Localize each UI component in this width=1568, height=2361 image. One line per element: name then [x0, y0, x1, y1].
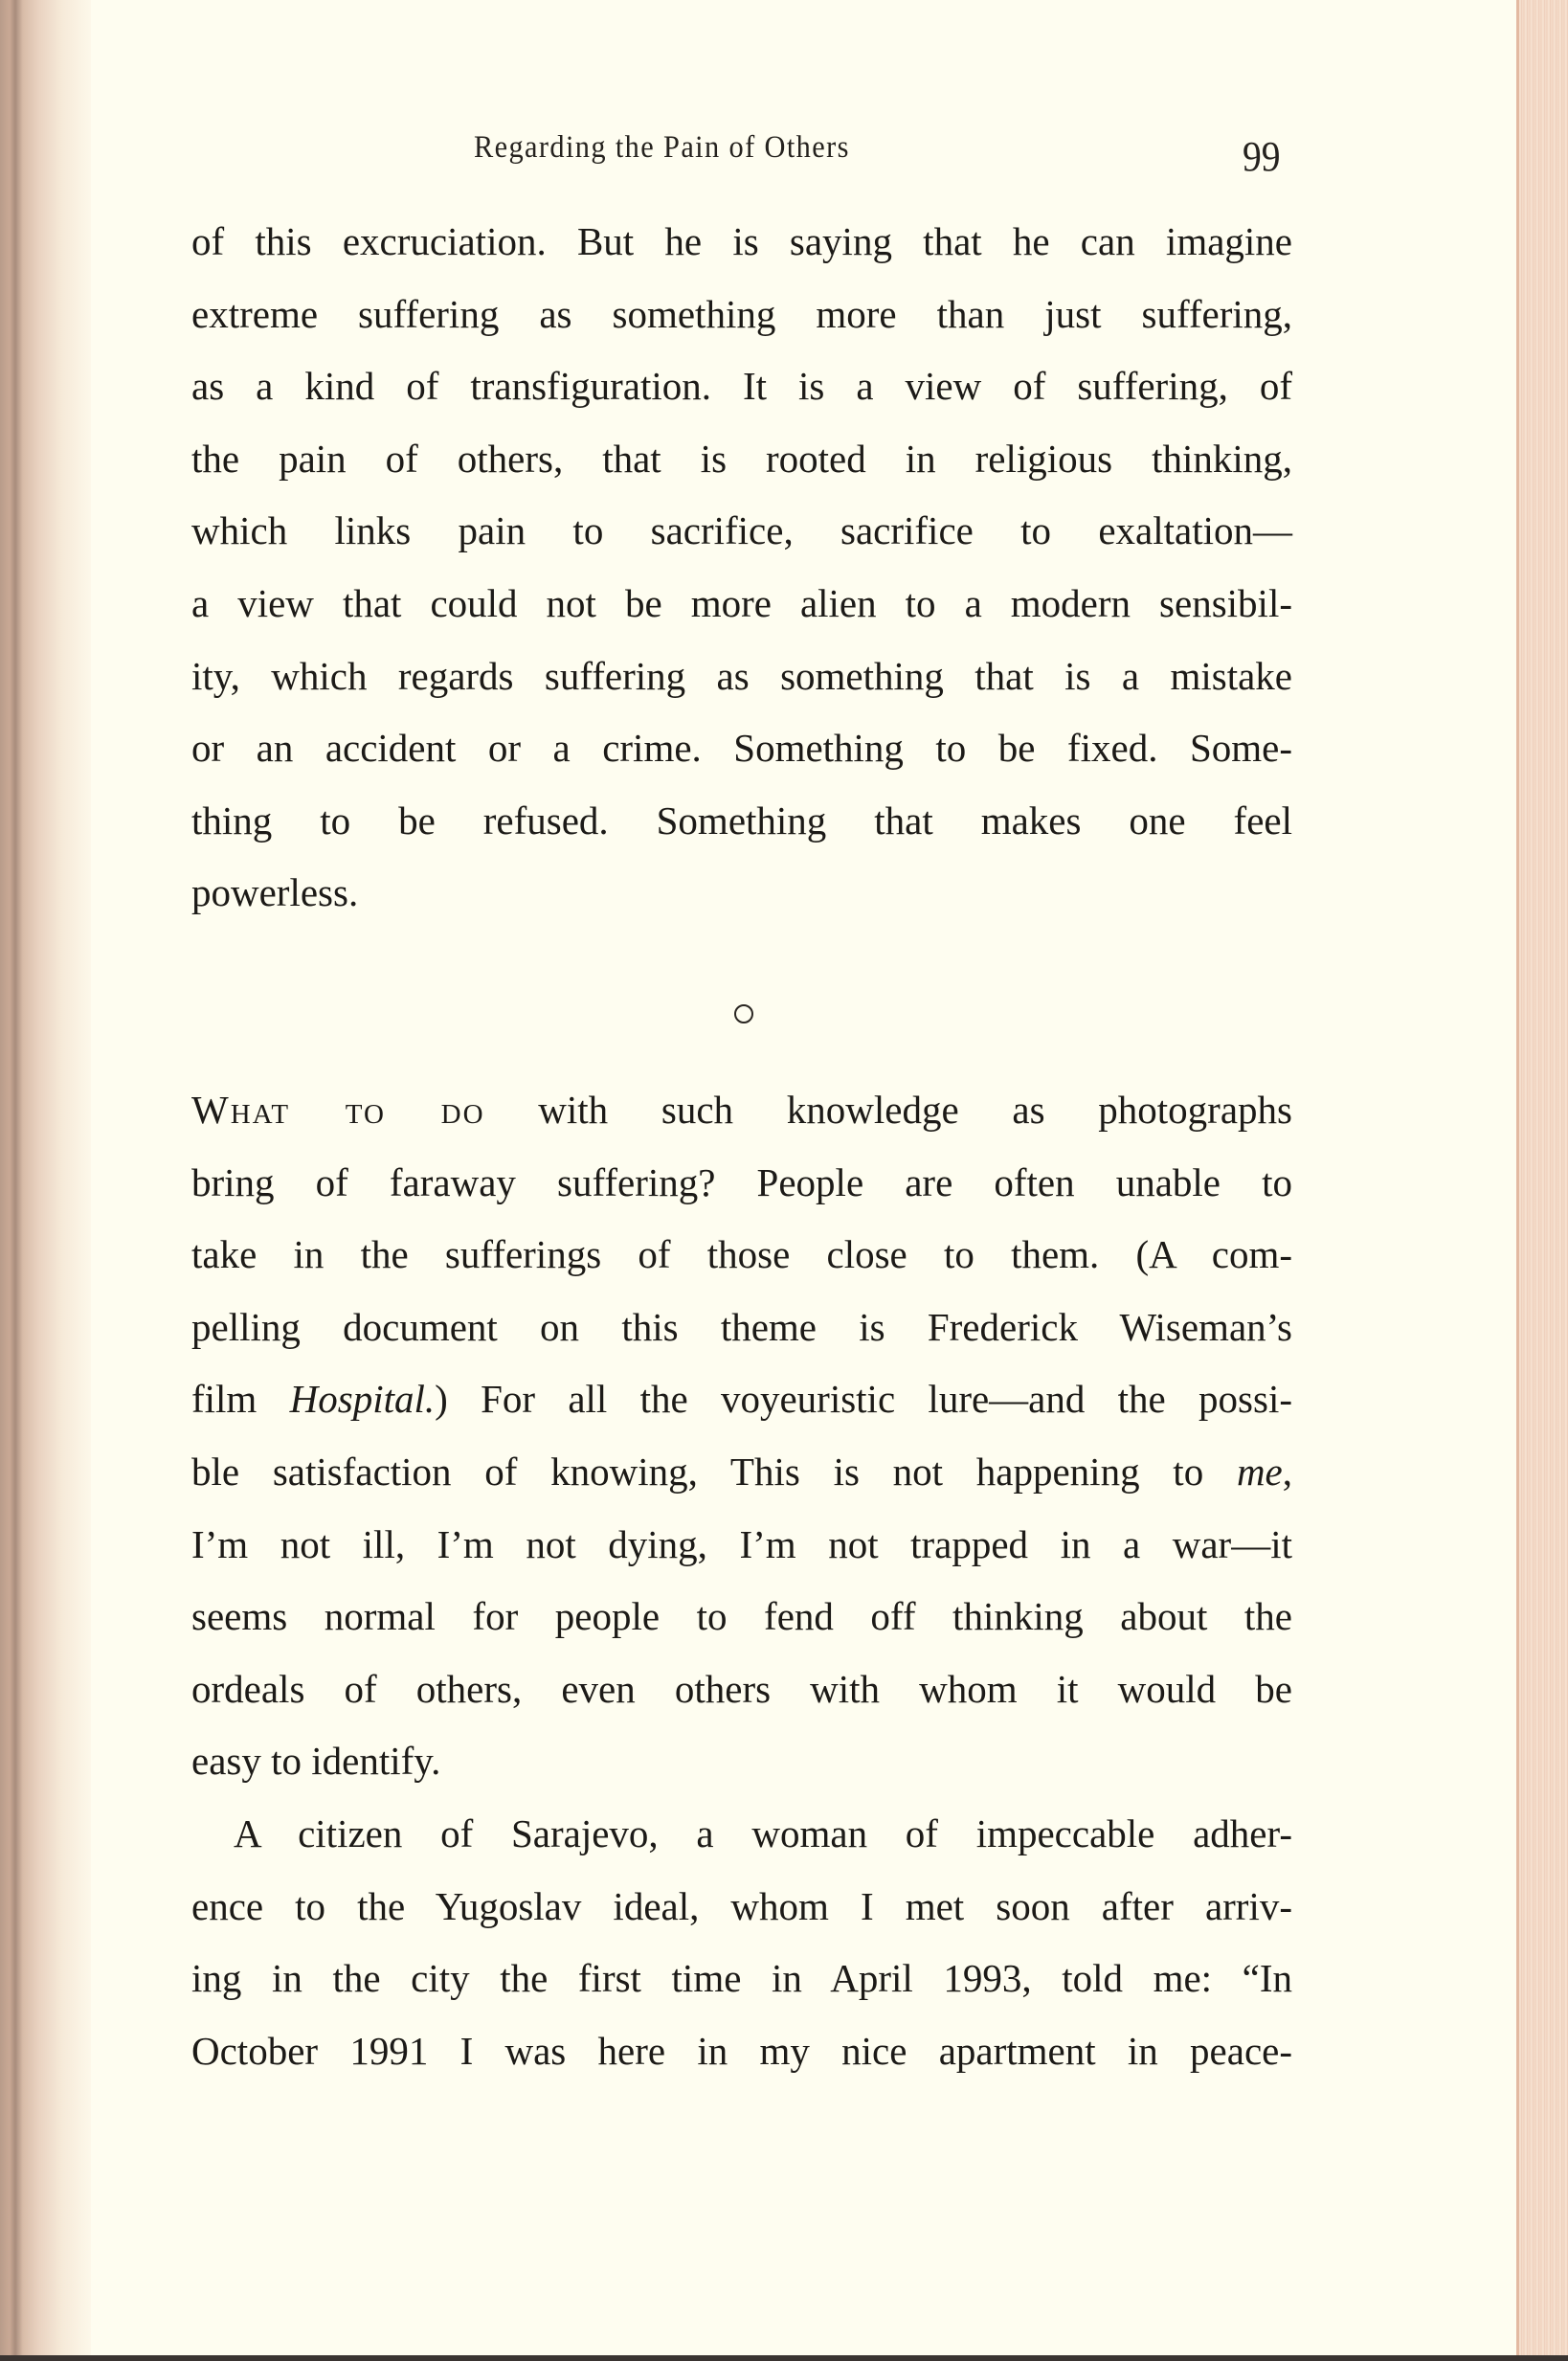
text-line: extreme suffering as something more than just suffering, [191, 291, 1292, 336]
text-line: October 1991 I was here in my nice apartment in peace- [191, 2028, 1292, 2073]
text-line: seems normal for people to fend off thinking about the [191, 1594, 1292, 1639]
text-line: pelling document on this theme is Frederick Wiseman’s [191, 1304, 1292, 1349]
text-line: ing in the city the first time in April 1993, told me: “In [191, 1956, 1292, 2001]
text-line: I’m not ill, I’m not dying, I’m not trapped in a war—it [191, 1521, 1292, 1566]
text-line: thing to be refused. Something that makes one feel [191, 798, 1292, 843]
text-line: as a kind of transfiguration. It is a view of suffering, of [191, 364, 1292, 409]
text-line: or an accident or a crime. Something to be fixed. Some- [191, 726, 1292, 771]
text-line: which links pain to sacrifice, sacrifice to exaltation— [191, 508, 1292, 553]
text-line: powerless. [191, 870, 359, 915]
film-title-italic: Hospital. [289, 1377, 436, 1422]
text-line: ble satisfaction of knowing, This is not happening to me, [191, 1449, 1292, 1494]
small-caps-opening: What to do [191, 1088, 485, 1132]
text-line: the pain of others, that is rooted in religious thinking, [191, 436, 1292, 481]
section-break-circle-icon [734, 1004, 753, 1023]
text-line: take in the sufferings of those close to them. (A com- [191, 1232, 1292, 1277]
text-line: ordeals of others, even others with whom it would be [191, 1666, 1292, 1711]
paragraph-continuation [191, 206, 1292, 930]
text-line: ence to the Yugoslav ideal, whom I met soon after arriv- [191, 1883, 1292, 1928]
text-line: easy to identify. [191, 1739, 441, 1784]
page-number: 99 [1243, 133, 1281, 180]
paragraph-sarajevo [191, 1798, 1292, 2087]
running-head-title: Regarding the Pain of Others [474, 130, 850, 165]
book-gutter-shadow [0, 0, 91, 2361]
text-line: A citizen of Sarajevo, a woman of impeccable adher- [234, 1811, 1292, 1855]
emphasis-italic: me [1236, 1449, 1283, 1494]
text-line: of this excruciation. But he is saying that he can imagine [191, 219, 1292, 263]
paragraph-what-to-do [191, 1074, 1292, 1798]
text-line: What to do with such knowledge as photographs [191, 1088, 1292, 1132]
text-line: bring of faraway suffering? People are often unable to [191, 1159, 1292, 1204]
text-line: a view that could not be more alien to a modern sensibil- [191, 580, 1292, 625]
page-stack-edge [1516, 0, 1568, 2361]
text-line: ity, which regards suffering as something that is a mistake [191, 653, 1292, 698]
scan-bottom-border [0, 2355, 1568, 2361]
text-line: film Hospital.) For all the voyeuristic lure—and the possi- [191, 1377, 1293, 1422]
